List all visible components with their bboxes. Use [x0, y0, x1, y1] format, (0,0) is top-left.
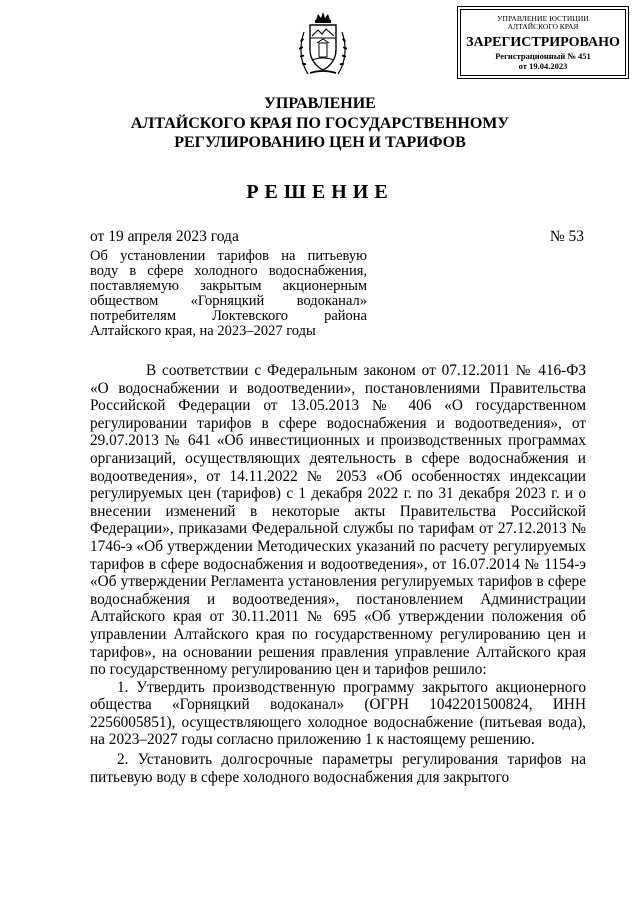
org-line-2: АЛТАЙСКОГО КРАЯ ПО ГОСУДАРСТВЕННОМУ [130, 114, 510, 132]
stamp-region-line: АЛТАЙСКОГО КРАЯ [507, 22, 579, 31]
subject-line: Об установлении тарифов на питьевую [90, 248, 367, 264]
coat-of-arms-emblem [298, 10, 348, 78]
org-line-1: УПРАВЛЕНИЕ [264, 95, 376, 112]
document-title: РЕШЕНИЕ [246, 181, 394, 203]
stamp-authority-line: УПРАВЛЕНИЕ ЮСТИЦИИ [497, 14, 589, 23]
stamp-reg-number: Регистрационный № 451 [495, 51, 591, 61]
document-subject [90, 249, 367, 339]
stamp-reg-date: от 19.04.2023 [518, 61, 568, 71]
subject-line: поставляемую закрытым акционерным [90, 278, 367, 294]
org-line-3: РЕГУЛИРОВАНИЮ ЦЕН И ТАРИФОВ [174, 134, 466, 151]
stamp-status: ЗАРЕГИСТРИРОВАНО [466, 35, 620, 50]
clause-1-paragraph: 1. Утвердить производственную программу закрытого акционерного общества «Горняцкий водоканал» (ОГРН 1042201500824, ИНН 2256005851), осуществляющего холодное водоснабжение (питьевая вода), на 2023–2027 годы согласно приложению 1 к настоящему решению. [90, 678, 586, 749]
preamble-paragraph: В соответствии с Федеральным законом от 07.12.2011 № 416-ФЗ «О водоснабжении и водоотведении», постановлениями Правительства Российской Федерации от 13.05.2013 № 406 «О государственном регулировании тарифов в сфере водоснабжения и водоотведения», от 29.07.2013 № 641 «Об инвестиционных и производственных программах организаций, осуществляющих деятельность в сфере водоснабжения и водоотведения», от 14.11.2022 № 2053 «Об особенностях индексации регулируемых цен (тарифов) с 1 декабря 2022 г. по 31 декабря 2023 г. и о внесении изменений в некоторые акты Правительства Российской Федерации», приказами Федеральной службы по тарифам от 27.12.2013 № 1746-э «Об утверждении Методических указаний по расчету регулируемых тарифов в сфере водоснабжения и водоотведения», от 16.07.2014 № 1154-э «Об утверждении Регламента установления регулируемых тарифов в сфере водоснабжения и водоотведения», постановлением Администрации Алтайского края от 30.11.2011 № 695 «Об утверждении положения об управлении Алтайского края по государственному регулированию цен и тарифов», на основании решения правления управление Алтайского края по государственному регулированию цен и тарифов решило: [90, 362, 586, 679]
document-date: от 19 апреля 2023 года [90, 228, 239, 245]
clause-2-paragraph: 2. Установить долгосрочные параметры регулирования тарифов на питьевую воду в сфере холодного водоснабжения для закрытого [90, 751, 586, 786]
subject-line: обществом «Горняцкий водоканал» [90, 293, 367, 309]
subject-line: потребителям Локтевского района [90, 308, 367, 324]
document-body [90, 362, 586, 786]
organization-header [0, 94, 640, 153]
document-number: № 53 [549, 228, 584, 245]
subject-line: воду в сфере холодного водоснабжения, [90, 263, 367, 279]
registration-stamp [460, 9, 626, 76]
subject-line: Алтайского края, на 2023–2027 годы [90, 323, 316, 339]
